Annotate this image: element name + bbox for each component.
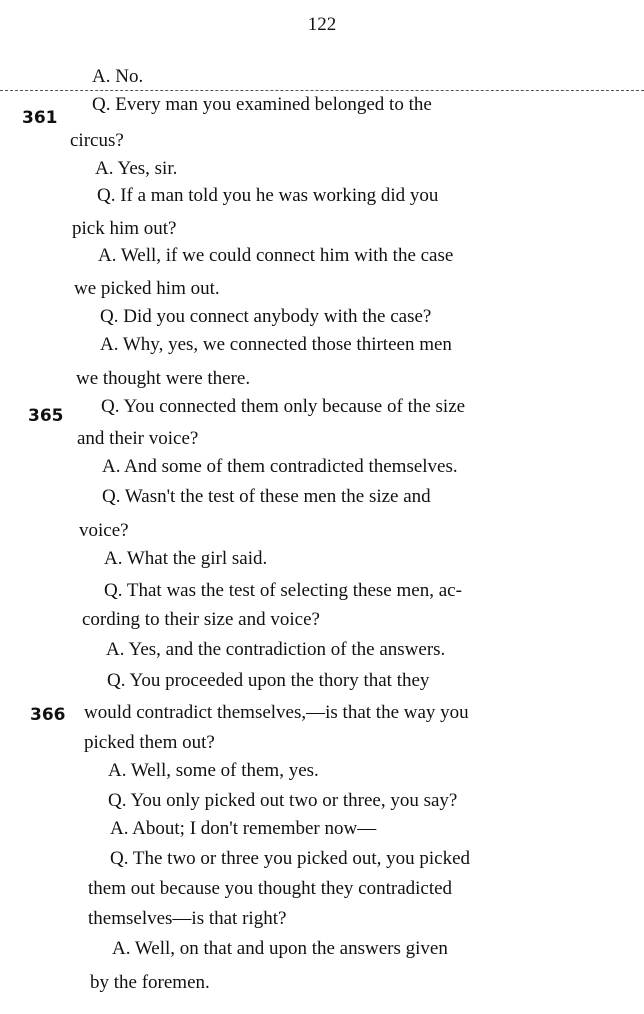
testimony-line: voice? [79, 520, 129, 541]
margin-number: 366 [30, 705, 66, 725]
testimony-line: A. Why, yes, we connected those thirteen men [100, 334, 452, 355]
testimony-line: Q. Every man you examined belonged to the [92, 94, 432, 115]
testimony-line: A. Yes, and the contradiction of the answers. [106, 639, 446, 660]
testimony-line: cording to their size and voice? [82, 609, 320, 630]
testimony-line: Q. You connected them only because of the size [101, 396, 466, 417]
testimony-line: and their voice? [77, 428, 199, 449]
testimony-line: Q. That was the test of selecting these men, ac- [104, 580, 462, 601]
testimony-line: A. Well, on that and upon the answers given [112, 938, 448, 959]
testimony-line: pick him out? [72, 218, 177, 239]
header-rule [0, 90, 644, 91]
testimony-line: circus? [70, 130, 124, 151]
testimony-line: Q. You proceeded upon the thory that they [107, 670, 430, 691]
testimony-line: would contradict themselves,—is that the way you [84, 702, 469, 723]
testimony-line: A. About; I don't remember now— [110, 818, 377, 839]
testimony-line: A. What the girl said. [104, 548, 268, 569]
margin-number: 361 [22, 108, 58, 128]
testimony-line: Q. Did you connect anybody with the case? [100, 306, 432, 327]
testimony-line: A. No. [92, 66, 144, 87]
page-number: 122 [307, 14, 337, 35]
testimony-line: them out because you thought they contradicted [88, 878, 453, 899]
testimony-line: we picked him out. [74, 278, 220, 299]
testimony-line: Q. If a man told you he was working did you [97, 185, 439, 206]
testimony-line: A. Well, some of them, yes. [108, 760, 319, 781]
testimony-line: themselves—is that right? [88, 908, 287, 929]
testimony-line: Q. You only picked out two or three, you say? [108, 790, 458, 811]
testimony-line: Q. The two or three you picked out, you picked [110, 848, 471, 869]
testimony-line: picked them out? [84, 732, 215, 753]
testimony-line: A. Well, if we could connect him with the case [98, 245, 454, 266]
testimony-line: A. Yes, sir. [95, 158, 178, 179]
margin-number: 365 [28, 406, 64, 426]
testimony-line: by the foremen. [90, 972, 210, 993]
testimony-line: A. And some of them contradicted themselves. [102, 456, 458, 477]
testimony-line: we thought were there. [76, 368, 251, 389]
testimony-line: Q. Wasn't the test of these men the size and [102, 486, 431, 507]
